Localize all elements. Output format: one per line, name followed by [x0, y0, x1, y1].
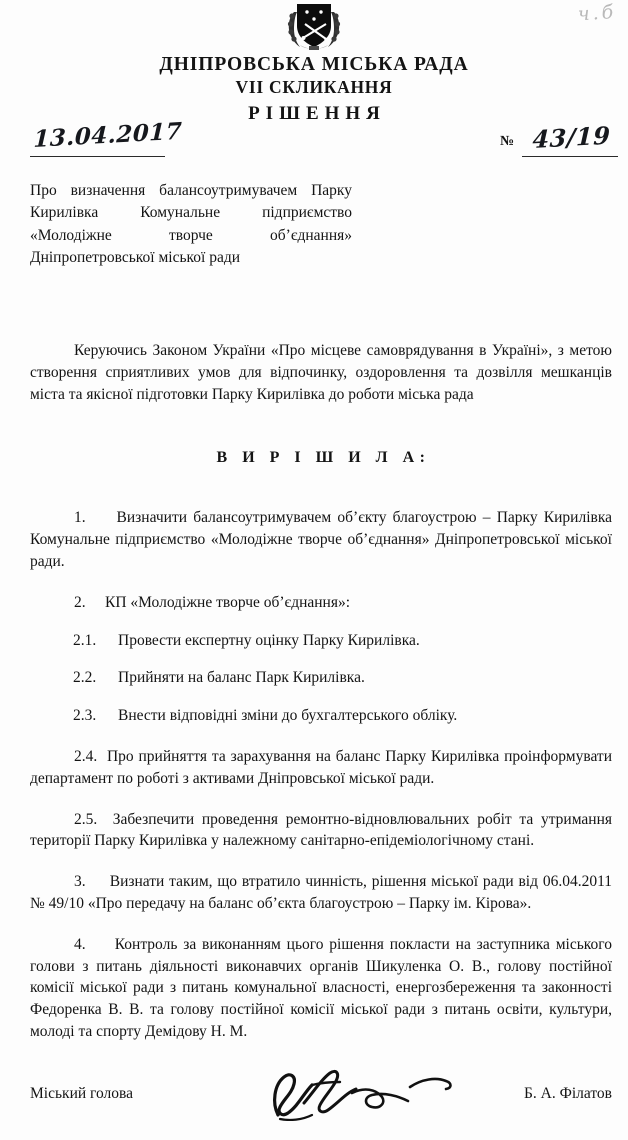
date-value: 13.04.2017	[33, 117, 183, 153]
number-value-underline	[522, 120, 618, 157]
item-3	[30, 871, 612, 915]
document-meta	[0, 117, 628, 162]
item-2-3-text: Внести відповідні зміни до бухгалтерського обліку.	[118, 707, 458, 725]
signature-scribble-icon	[260, 1063, 480, 1121]
number-label: №	[500, 134, 515, 149]
item-1	[30, 507, 612, 572]
convocation: VII СКЛИКАННЯ	[235, 77, 393, 97]
item-2-2-text: Прийняти на баланс Парк Кирилівка.	[118, 669, 365, 687]
item-2-2-number: 2.2.	[73, 669, 97, 687]
item-1-number: 1.	[74, 509, 86, 527]
item-2-1-text: Провести експертну оцінку Парку Кирилівка.	[118, 631, 420, 649]
item-3-text: Визнати таким, що втратило чинність, рішення міської ради від 06.04.2011 № 49/10 «Про передачу на баланс об’єкта благоустрою – Парку ім. Кірова».	[30, 873, 612, 912]
item-2-3	[30, 705, 612, 727]
item-2-5	[30, 809, 612, 853]
item-2-1-number: 2.1.	[73, 631, 97, 649]
signatory-role: Міський голова	[30, 1085, 134, 1102]
item-2-3-number: 2.3.	[73, 707, 97, 725]
number-value: 43/19	[532, 120, 611, 154]
item-2-4	[30, 746, 612, 790]
item-4-text: Контроль за виконанням цього рішення покласти на заступника міського голови з питань діяльності виконавчих органів Шикуленка О. В., голову постійної комісії міської ради з питань комунальної власності, енергозбереження та законності Федоренка В. В. та голову постійної комісії міської ради з питань освіти, культури, молоді та спорту Демідову Н. М.	[30, 935, 613, 1040]
signatory-name: Б. А. Філатов	[524, 1085, 612, 1102]
item-2-4-number: 2.4.	[74, 747, 98, 765]
dnipro-coat-of-arms-icon	[283, 0, 345, 52]
decided-heading: В И Р І Ш И Л А:	[216, 449, 431, 467]
number-field	[500, 120, 618, 156]
document-type: РІШЕННЯ	[248, 103, 386, 124]
item-3-number: 3.	[74, 873, 86, 891]
item-4-number: 4.	[74, 935, 86, 953]
item-2-2	[30, 667, 612, 689]
emblem-container	[0, 0, 628, 52]
item-2-1	[30, 630, 612, 652]
signature-block	[30, 1085, 612, 1125]
date-field	[30, 117, 183, 157]
document-header	[0, 53, 628, 127]
item-2-5-text: Забезпечити проведення ремонтно-відновлювальних робіт та утримання території Парку Кирилівка у належному санітарно-епідеміологічному стані.	[30, 810, 612, 850]
corner-handwritten-mark: ч.б	[577, 0, 617, 26]
item-2-4-text: Про прийняття та зарахування на баланс Парку Кирилівка проінформувати департамент по роботі з активами Дніпровської міської ради.	[30, 747, 613, 787]
item-2	[30, 592, 612, 614]
item-2-text: КП «Молодіжне творче об’єднання»:	[105, 593, 351, 611]
item-4	[30, 934, 612, 1043]
item-2-5-number: 2.5.	[74, 810, 98, 828]
council-name: ДНІПРОВСЬКА МІСЬКА РАДА	[159, 54, 469, 75]
item-1-text: Визначити балансоутримувачем об’єкту благоустрою – Парку Кирилівка Комунальне підприємство «Молодіжне творче об’єднання» Дніпропетровської міської ради.	[30, 509, 613, 570]
document-body	[30, 340, 612, 1043]
document-subject: Про визначення балансоутримувачем Парку Кирилівка Комунальне підприємство «Молодіжне творче об’єднання» Дніпропетровської міської ради	[30, 182, 352, 266]
preamble-paragraph: Керуючись Законом України «Про місцеве самоврядування в Україні», з метою створення сприятливих умов для відпочинку, оздоровлення та дозвілля мешканців міста та якісної підготовки Парку Кирилівка до роботи міська рада	[30, 342, 612, 403]
item-2-number: 2.	[74, 593, 86, 611]
